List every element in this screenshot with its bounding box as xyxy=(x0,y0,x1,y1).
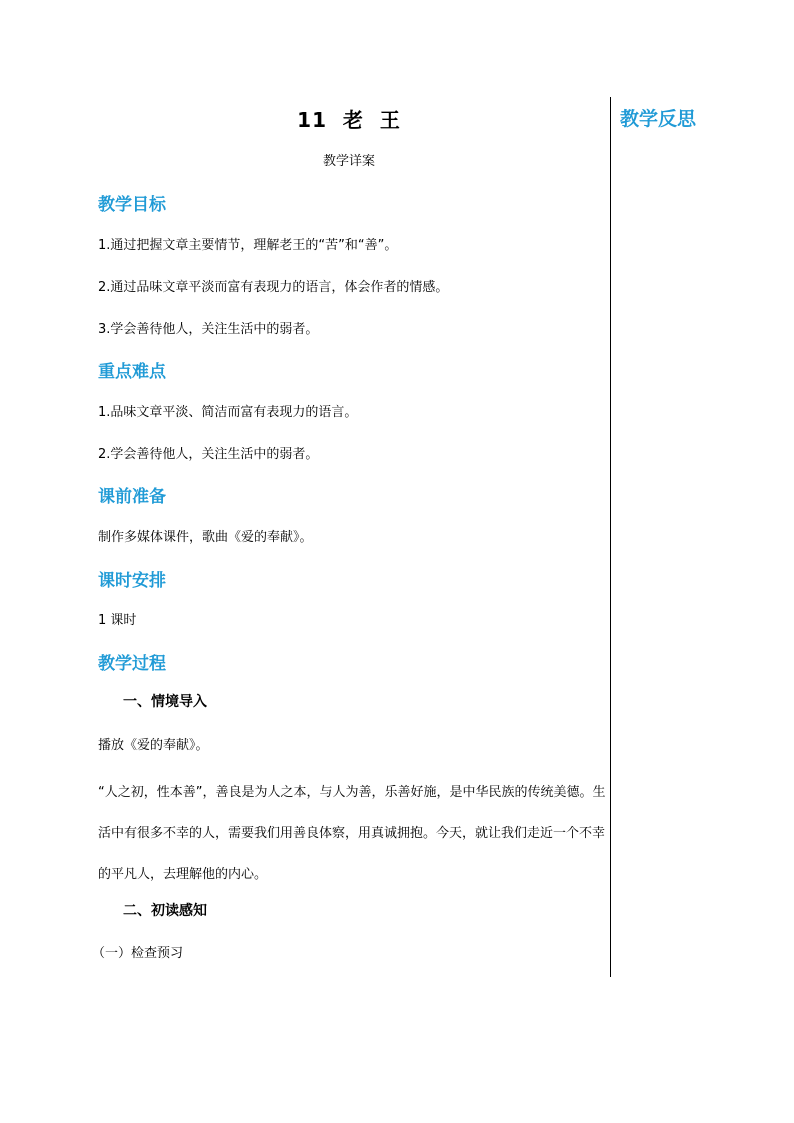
goal-item: 1.通过把握文章主要情节，理解老王的“苦”和“善”。 xyxy=(98,238,398,253)
step2-subheading: （一）检查预习 xyxy=(92,946,184,961)
preparation-text: 制作多媒体课件，歌曲《爱的奉献》。 xyxy=(98,530,313,545)
schedule-heading: 课时安排 xyxy=(98,571,166,591)
reflection-heading: 教学反思 xyxy=(620,108,697,130)
page-subtitle: 教学详案 xyxy=(322,154,375,169)
goal-item: 2.通过品味文章平淡而富有表现力的语言，体会作者的情感。 xyxy=(98,280,449,295)
step1-title: 一、情境导入 xyxy=(123,694,207,710)
step2-title: 二、初读感知 xyxy=(123,903,207,919)
page-title: 11 老 王 xyxy=(297,108,401,132)
process-heading: 教学过程 xyxy=(98,654,166,674)
key-point-item: 1.品味文章平淡、简洁而富有表现力的语言。 xyxy=(98,405,358,420)
key-points-heading: 重点难点 xyxy=(98,362,166,382)
column-divider xyxy=(610,97,611,977)
step1-paragraph: “人之初，性本善”，善良是为人之本，与人为善，乐善好施，是中华民族的传统美德。生活中有很多不幸的人，需要我们用善良体察，用真诚拥抱。今天，就让我们走近一个不幸的平凡人，去理解他的内心。 xyxy=(98,785,606,882)
key-point-item: 2.学会善待他人，关注生活中的弱者。 xyxy=(98,447,319,462)
goal-item: 3.学会善待他人，关注生活中的弱者。 xyxy=(98,322,319,337)
step1-line: 播放《爱的奉献》。 xyxy=(98,738,209,753)
schedule-text: 1 课时 xyxy=(98,613,137,628)
goals-heading: 教学目标 xyxy=(98,195,166,215)
preparation-heading: 课前准备 xyxy=(98,487,166,507)
